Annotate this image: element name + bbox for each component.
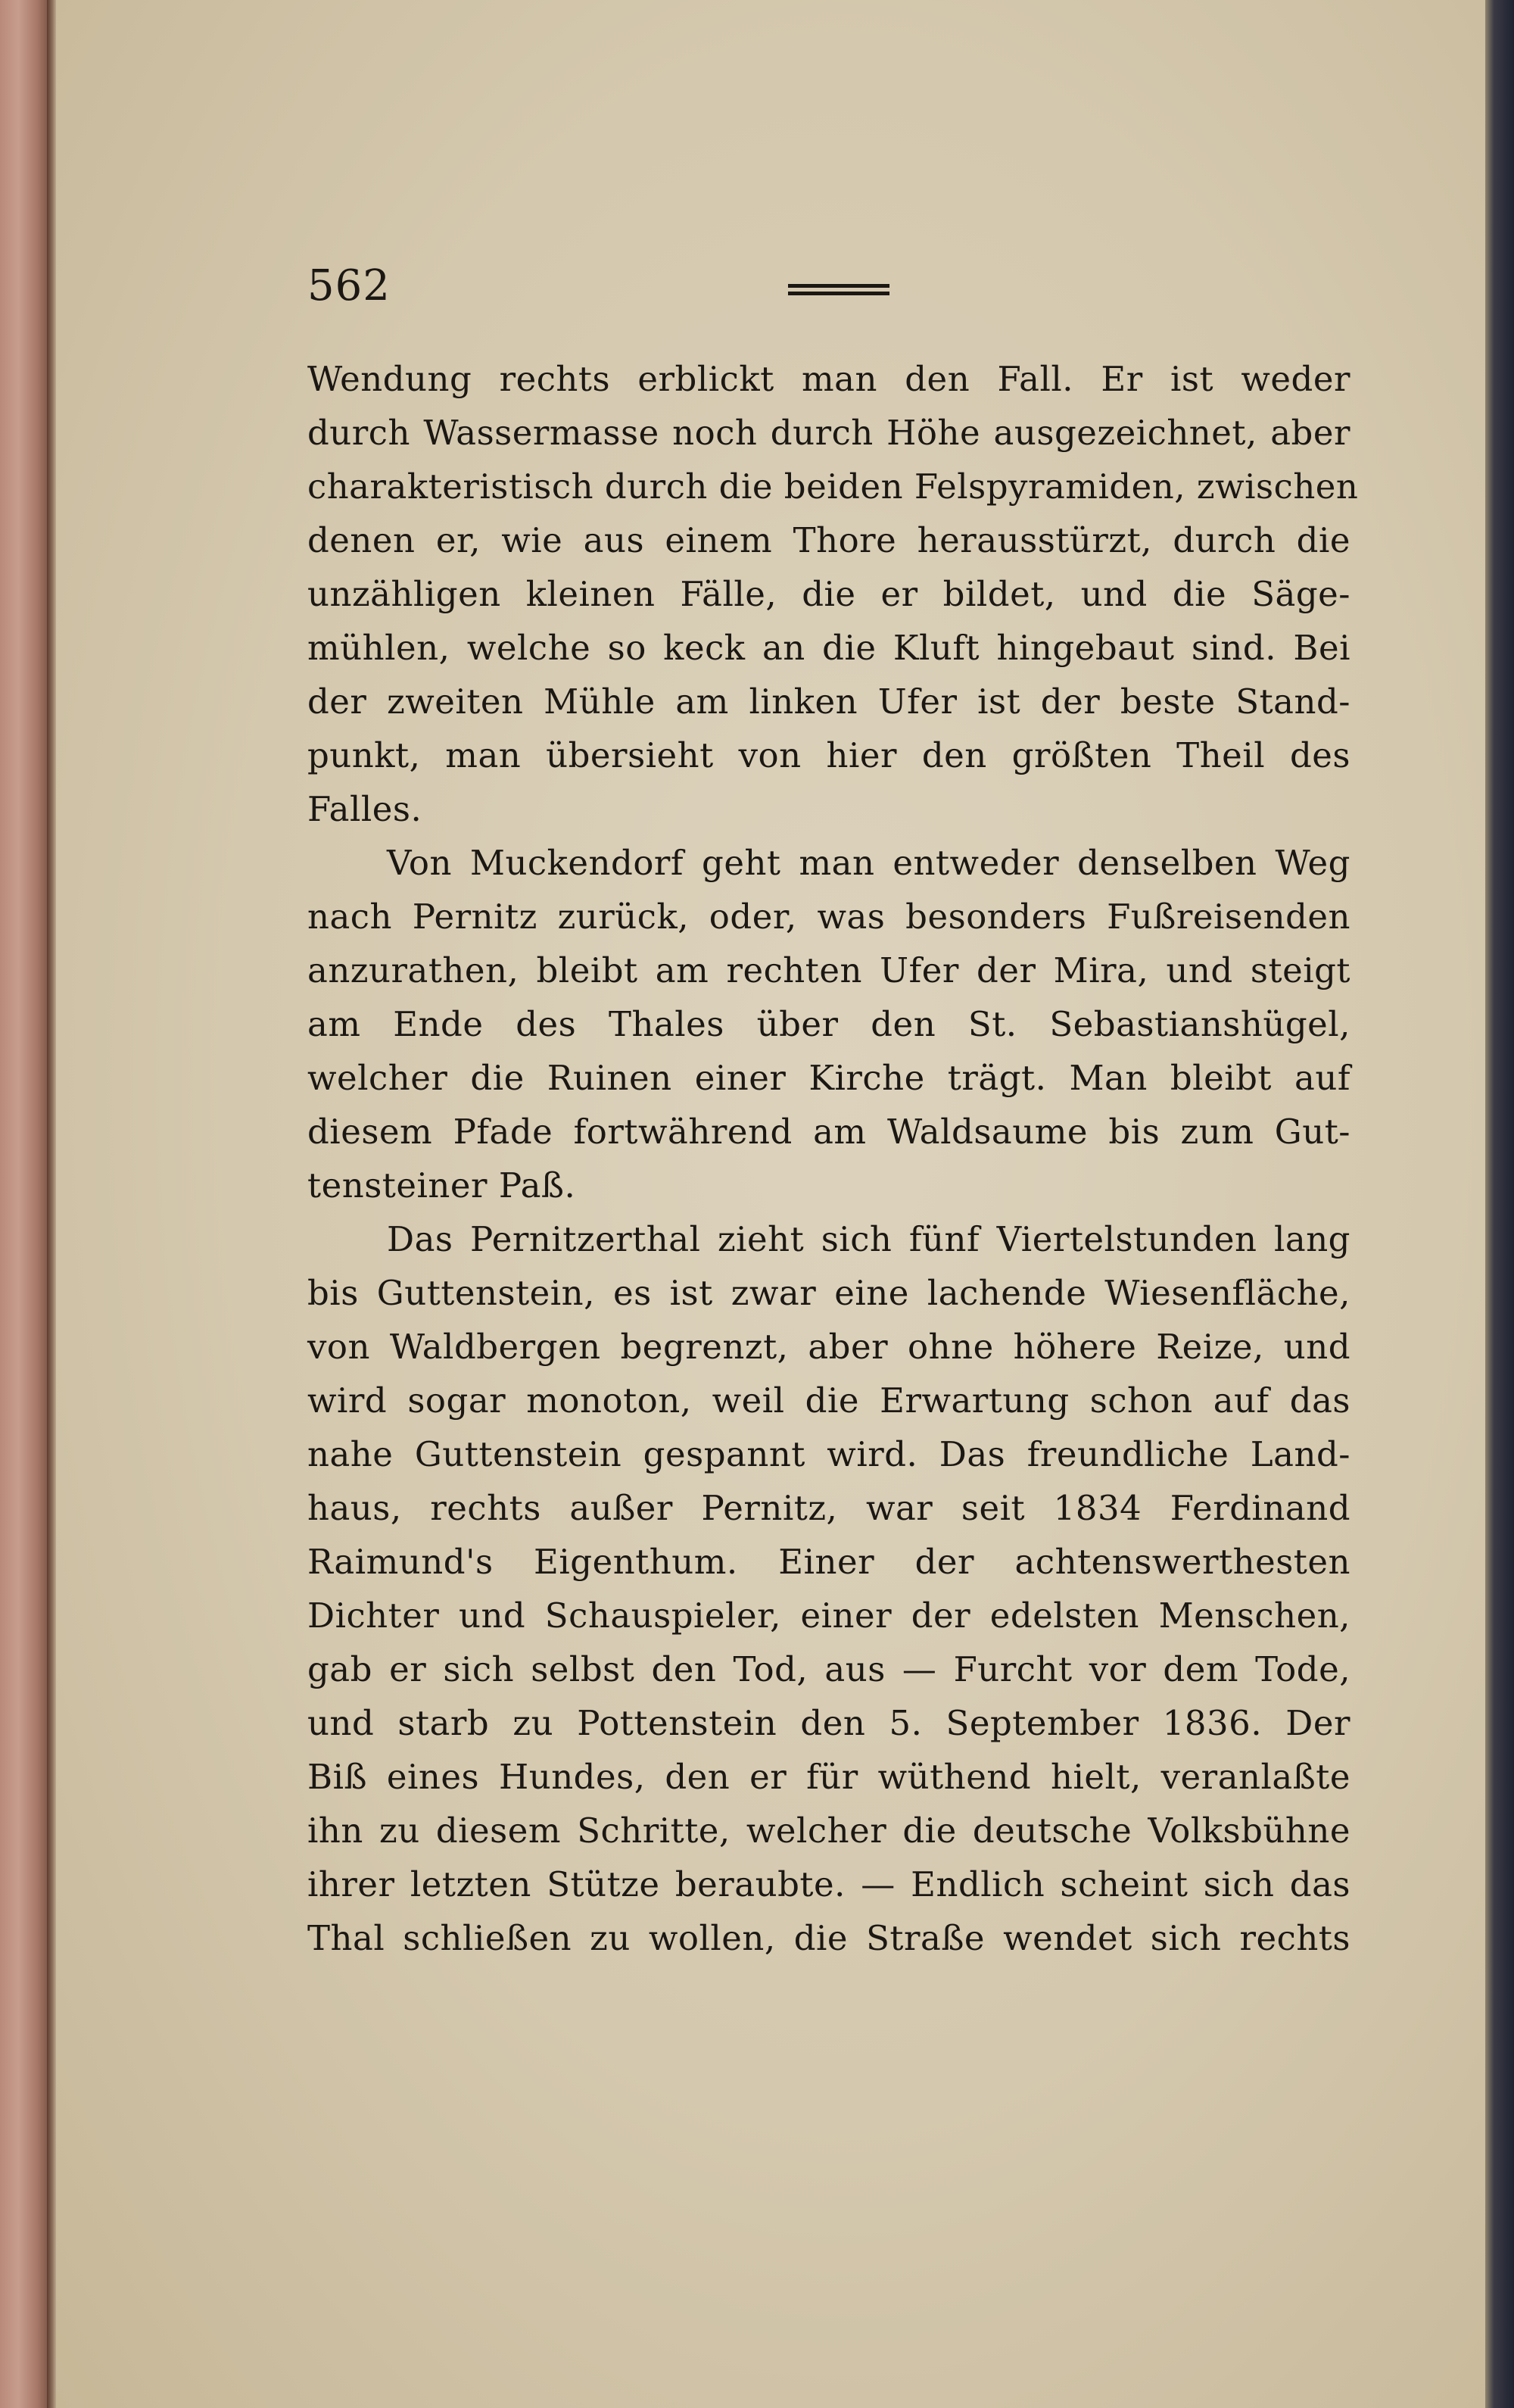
- text-line: ihrer letzten Stütze beraubte. — Endlich scheint sich das: [307, 1864, 1350, 1904]
- page-content: [307, 261, 1359, 2306]
- text-line: Raimund's Eigenthum. Einer der achtenswerthesten: [307, 1542, 1350, 1582]
- text-line: wird sogar monoton, weil die Erwartung schon auf das: [307, 1380, 1350, 1421]
- text-line: Dichter und Schauspieler, einer der edelsten Menschen,: [307, 1595, 1350, 1636]
- text-line: denen er, wie aus einem Thore herausstürzt, durch die: [307, 520, 1350, 560]
- paragraph: [307, 1212, 1350, 1965]
- text-line: ihn zu diesem Schritte, welcher die deutsche Volksbühne: [307, 1811, 1350, 1851]
- text-line: Von Muckendorf geht man entweder denselben Weg: [387, 843, 1350, 883]
- cover-edge: [1485, 0, 1514, 2408]
- text-line: gab er sich selbst den Tod, aus — Furcht vor dem Tode,: [307, 1649, 1350, 1689]
- paragraph: [307, 836, 1350, 1212]
- body-text: [307, 352, 1359, 1965]
- text-line: Das Pernitzerthal zieht sich fünf Viertelstunden lang: [387, 1219, 1350, 1259]
- text-line: nach Pernitz zurück, oder, was besonders Fußreisenden: [307, 897, 1350, 937]
- text-line: von Waldbergen begrenzt, aber ohne höhere Reize, und: [307, 1327, 1350, 1367]
- text-line: nahe Guttenstein gespannt wird. Das freundliche Land-: [307, 1434, 1350, 1474]
- text-line: der zweiten Mühle am linken Ufer ist der beste Stand-: [307, 682, 1350, 722]
- header-rule: [788, 284, 889, 301]
- text-line: Wendung rechts erblickt man den Fall. Er ist weder: [307, 359, 1350, 399]
- page-header: [307, 261, 1350, 352]
- text-line: diesem Pfade fortwährend am Waldsaume bis zum Gut-: [307, 1112, 1350, 1152]
- text-line: mühlen, welche so keck an die Kluft hingebaut sind. Bei: [307, 628, 1350, 668]
- text-line: punkt, man übersieht von hier den größten Theil des: [307, 735, 1350, 775]
- text-line: anzurathen, bleibt am rechten Ufer der Mira, und steigt: [307, 950, 1350, 990]
- text-line: haus, rechts außer Pernitz, war seit 1834 Ferdinand: [307, 1488, 1350, 1528]
- text-line: unzähligen kleinen Fälle, die er bildet, und die Säge-: [307, 574, 1350, 614]
- text-line: tensteiner Paß.: [307, 1165, 576, 1206]
- text-line: Falles.: [307, 789, 422, 829]
- text-line: durch Wassermasse noch durch Höhe ausgezeichnet, aber: [307, 413, 1350, 453]
- text-line: und starb zu Pottenstein den 5. September 1836. Der: [307, 1703, 1350, 1743]
- text-line: Biß eines Hundes, den er für wüthend hielt, veranlaßte: [307, 1757, 1350, 1797]
- book-spine: [0, 0, 53, 2408]
- page-number: 562: [307, 261, 391, 310]
- text-line: Thal schließen zu wollen, die Straße wendet sich rechts: [307, 1918, 1350, 1958]
- text-line: charakteristisch durch die beiden Felspyramiden, zwischen: [307, 466, 1359, 507]
- text-line: welcher die Ruinen einer Kirche trägt. Man bleibt auf: [307, 1058, 1350, 1098]
- text-line: bis Guttenstein, es ist zwar eine lachende Wiesenfläche,: [307, 1273, 1350, 1313]
- paragraph: [307, 352, 1359, 836]
- text-line: am Ende des Thales über den St. Sebastianshügel,: [307, 1004, 1350, 1044]
